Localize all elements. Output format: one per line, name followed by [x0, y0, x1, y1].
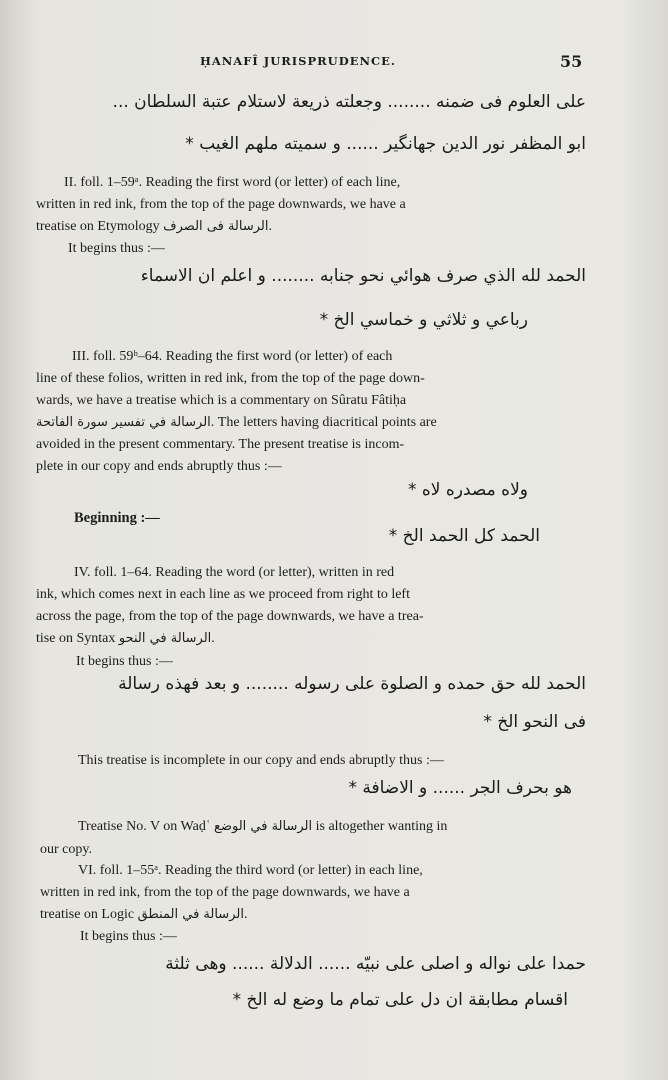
section-ii-line-3-text: treatise on Etymology: [36, 219, 160, 234]
section-iv-incomplete: This treatise is incomplete in our copy and ends abruptly thus :—: [78, 753, 444, 768]
page-number: 55: [560, 52, 583, 71]
section-iii-line-1: III. foll. 59ᵇ–64. Reading the first word (or letter) of each: [72, 349, 393, 364]
section-ii-arabic-title: الرسالة فى الصرف: [163, 219, 269, 234]
section-iv-line-4-end: .: [211, 631, 215, 646]
section-ii-arabic-1: الحمد لله الذي صرف هوائي نحو جنابه ........ و اعلم ان الاسماء: [140, 266, 586, 286]
running-title: ḤANAFÎ JURISPRUDENCE.: [200, 54, 396, 68]
section-vi-line-2: written in red ink, from the top of the page downwards, we have a: [40, 885, 410, 900]
section-iv-arabic-title: الرسالة في النحو: [118, 631, 212, 646]
section-iv-arabic-2: فى النحو الخ *: [483, 712, 586, 732]
section-iv-line-1: IV. foll. 1–64. Reading the word (or letter), written in red: [74, 565, 395, 580]
section-ii-line-3: [36, 216, 596, 238]
section-vi-line-3-text: treatise on Logic: [40, 907, 135, 922]
section-vi-arabic-title: الرسالة في المنطق: [137, 907, 244, 922]
section-v-arabic-title: الرسالة في الوضع: [214, 819, 313, 834]
section-ii-line-1: II. foll. 1–59ᵃ. Reading the first word (or letter) of each line,: [64, 175, 401, 190]
section-iv-line-2: ink, which comes next in each line as we proceed from right to left: [36, 587, 410, 602]
section-iii-line-2: line of these folios, written in red ink, from the top of the page down-: [36, 371, 425, 386]
section-iv-arabic-1: الحمد لله حق حمده و الصلوة على رسوله ........ و بعد فهذه رسالة: [118, 674, 586, 694]
section-ii-begins: It begins thus :—: [68, 241, 165, 256]
arabic-line-top-1: على العلوم فى ضمنه ........ وجعلته ذريعة لاستلام عتبة السلطان ...: [112, 92, 586, 112]
section-iii-ends-arabic: ولاه مصدره لاه *: [407, 480, 528, 500]
section-ii-line-2: written in red ink, from the top of the page downwards, we have a: [36, 197, 406, 212]
section-v-text-end: is altogether wanting in: [315, 819, 448, 834]
section-iii-line-4: [36, 412, 596, 434]
section-vi-arabic-1: حمدا على نواله و اصلى على نبيّه ...... الدلالة ...... وهى ثلثة: [165, 954, 586, 974]
section-iii-arabic-title: الرسالة في تفسير سورة الفاتحة: [36, 415, 211, 430]
section-ii-line-3-end: .: [268, 219, 272, 234]
section-ii-arabic-2: رباعي و ثلاثي و خماسي الخ *: [319, 310, 528, 330]
section-vi-line-1: VI. foll. 1–55ᵃ. Reading the third word (or letter) in each line,: [78, 863, 423, 878]
section-iv-line-3: across the page, from the top of the page downwards, we have a trea-: [36, 609, 424, 624]
arabic-line-top-2: ابو المظفر نور الدين جهانگير ...... و سميته ملهم الغيب *: [185, 134, 586, 154]
section-iii-line-3: wards, we have a treatise which is a commentary on Sûratu Fâtiḥa: [36, 393, 407, 408]
section-vi-line-3-end: .: [243, 907, 248, 922]
section-iii-line-6: plete in our copy and ends abruptly thus :—: [36, 459, 282, 474]
section-iii-beginning-label: Beginning :—: [74, 510, 160, 526]
section-iv-begins: It begins thus :—: [76, 654, 173, 669]
section-iv-line-4-text: tise on Syntax: [36, 631, 116, 646]
section-v-line-2: our copy.: [40, 842, 92, 857]
section-vi-begins: It begins thus :—: [80, 929, 177, 944]
section-iii-beginning-arabic: الحمد كل الحمد الخ *: [388, 526, 540, 546]
section-v-text: Treatise No. V on Waḍʿ: [78, 819, 211, 834]
section-iv-line-4: [36, 628, 596, 650]
section-vi-arabic-2: اقسام مطابقة ان دل على تمام ما وضع له الخ *: [232, 990, 568, 1010]
section-iv-ends-arabic: هو بحرف الجر ...... و الاضافة *: [348, 778, 572, 798]
section-iii-line-4-text: . The letters having diacritical points are: [210, 415, 437, 430]
section-v-line-1: [78, 816, 638, 838]
section-vi-line-3: [40, 904, 600, 926]
section-iii-line-5: avoided in the present commentary. The present treatise is incom-: [36, 437, 405, 452]
running-head: [0, 52, 668, 74]
